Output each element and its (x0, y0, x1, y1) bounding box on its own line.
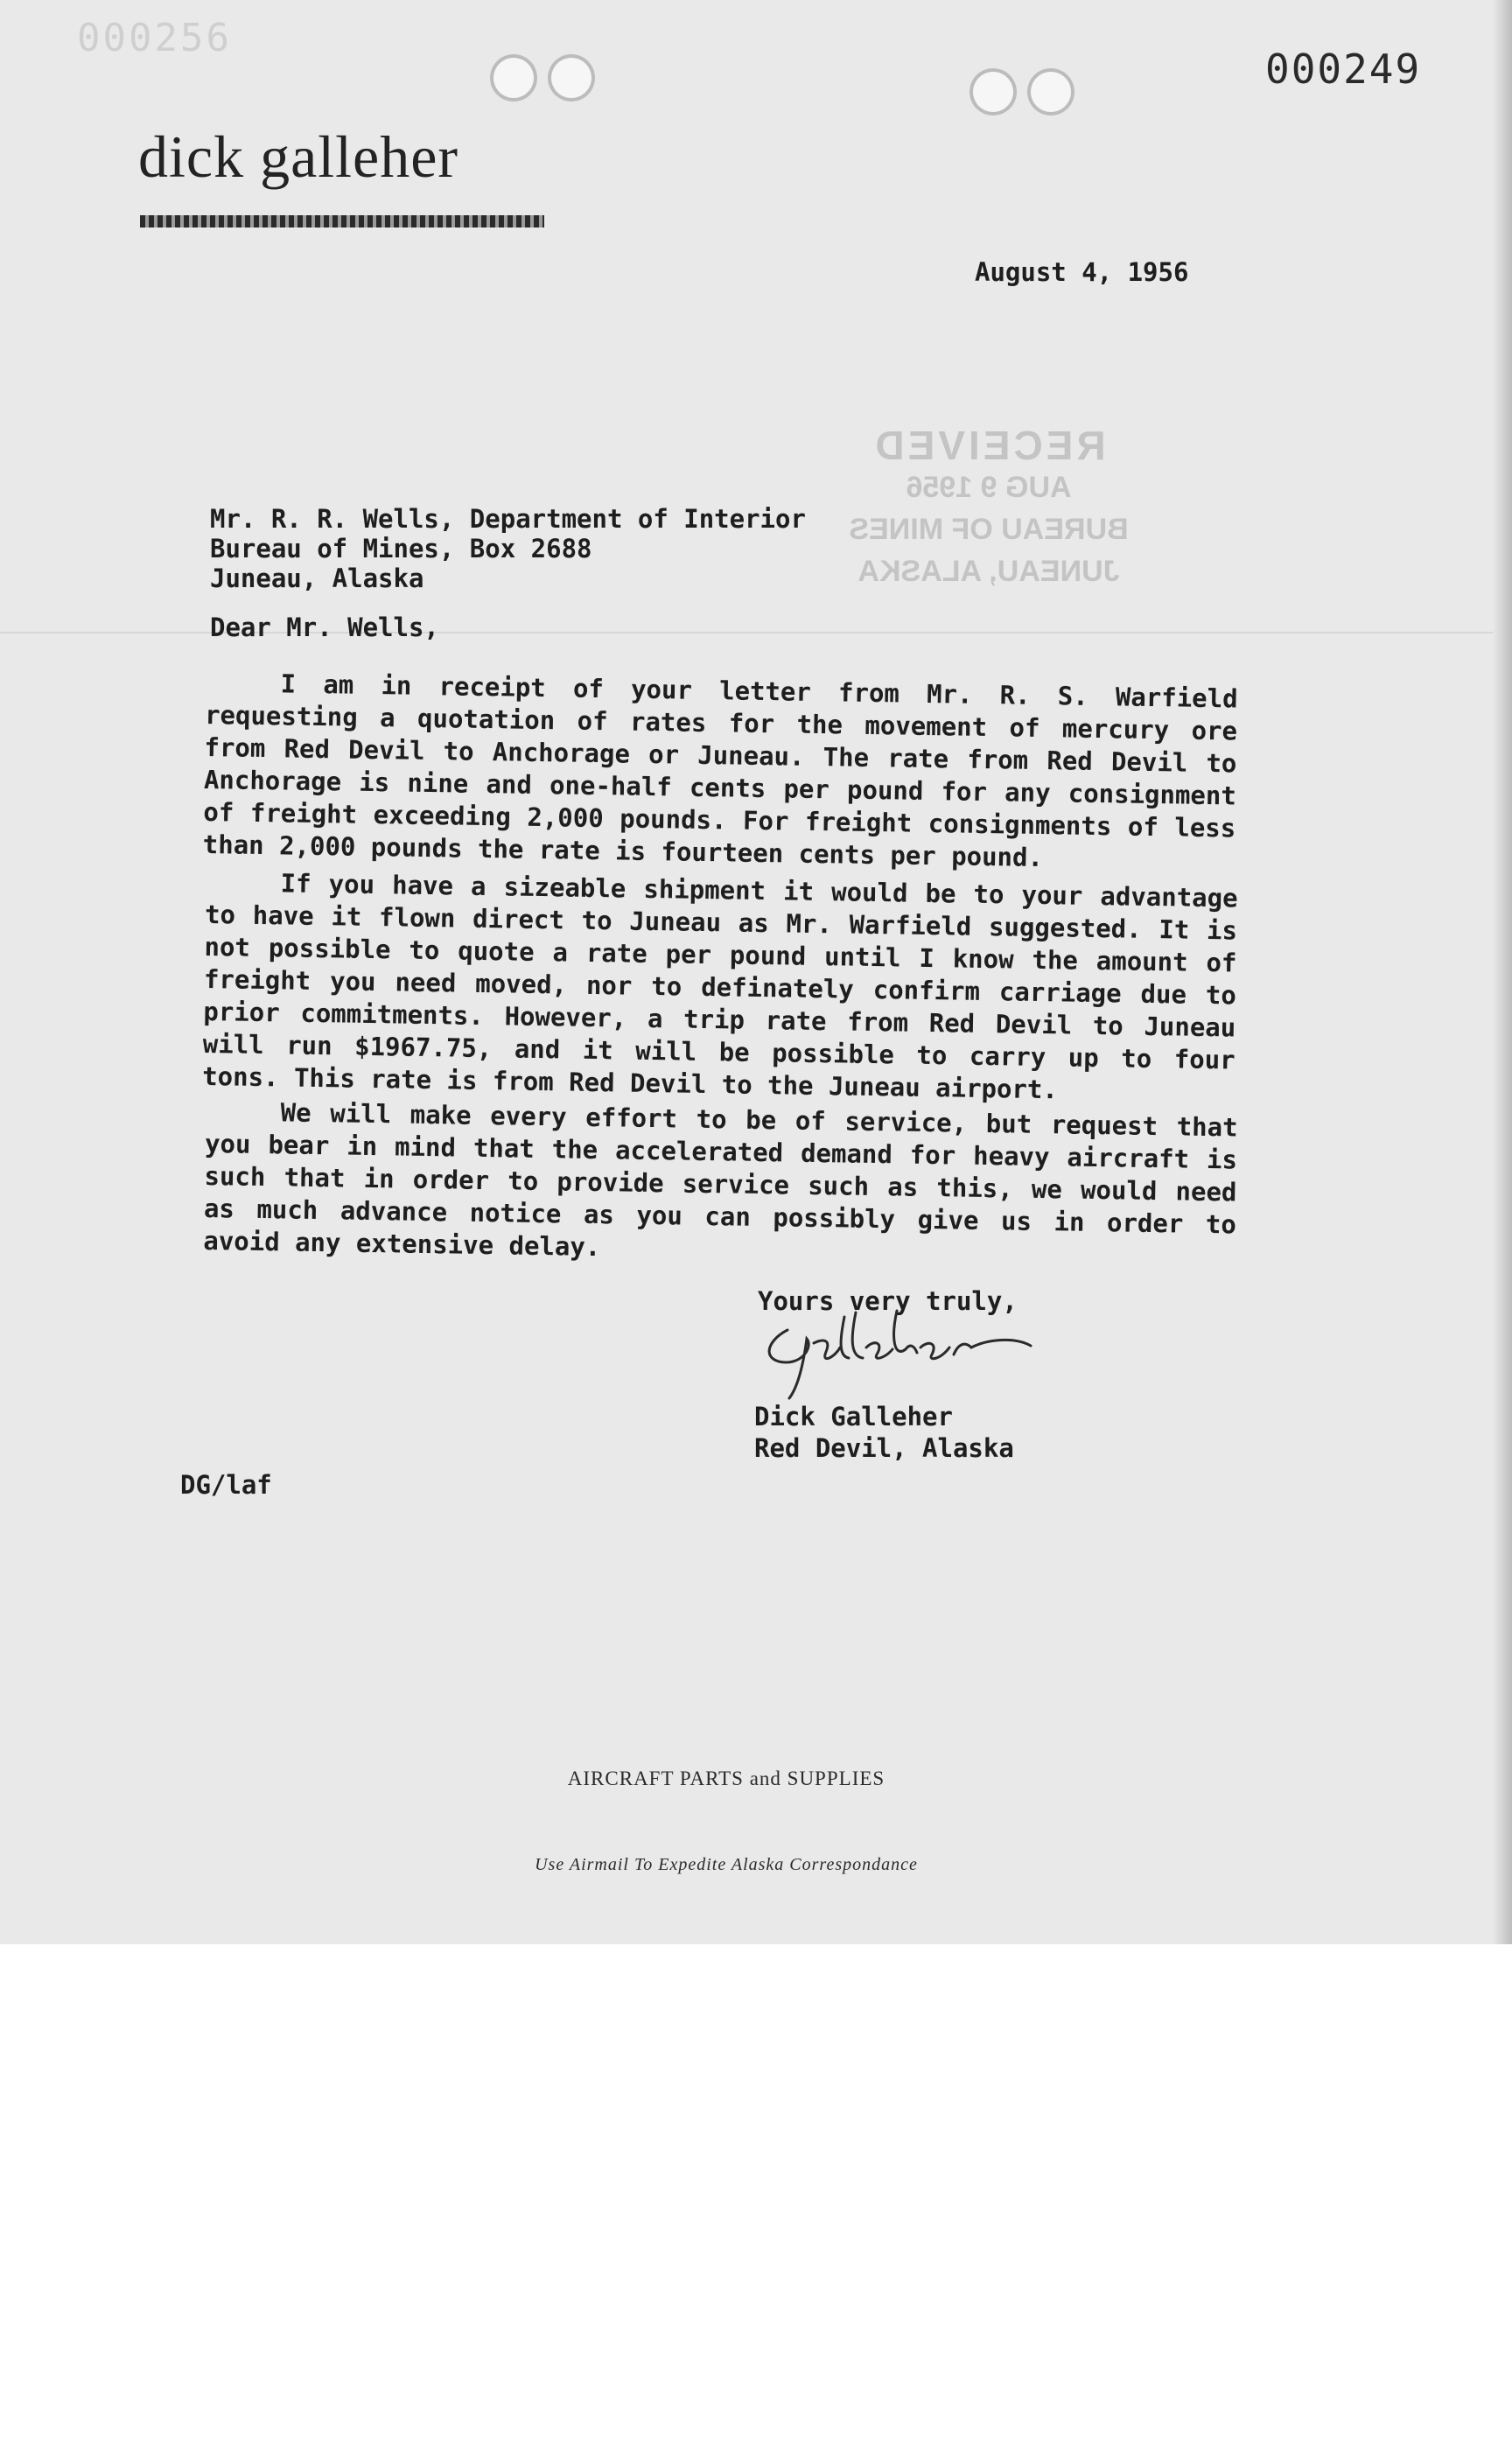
letterhead-name: dick galleher (138, 123, 459, 190)
letter-date: August 4, 1956 (975, 257, 1189, 287)
stamp-bureau: BUREAU OF MINES (849, 513, 1129, 546)
doc-number: 000249 (1265, 46, 1422, 93)
address-line-3: Juneau, Alaska (210, 564, 424, 593)
signature-image (752, 1304, 1041, 1400)
punch-hole (970, 68, 1017, 116)
ghost-doc-number: 000256 (77, 16, 232, 60)
punch-hole (548, 54, 595, 102)
signer-name: Dick Galleher (754, 1402, 953, 1432)
typist-initials: DG/laf (180, 1470, 272, 1500)
closing: Yours very truly, (758, 1286, 1018, 1316)
address-line-2: Bureau of Mines, Box 2688 (210, 534, 592, 564)
address-line-1: Mr. R. R. Wells, Department of Interior (210, 504, 806, 534)
page-edge-shadow (1493, 0, 1512, 1944)
salutation: Dear Mr. Wells, (210, 612, 439, 642)
punch-hole (490, 54, 537, 102)
stamp-city: JUNEAU, ALASKA (858, 555, 1120, 588)
stamp-date: AUG 9 1956 (906, 471, 1072, 504)
signer-location: Red Devil, Alaska (754, 1433, 1014, 1463)
punch-hole (1027, 68, 1074, 116)
body-paragraph-3: We will make every effort to be of service, but request that you bear in mind that the accelerated demand for heavy aircraft is such that in order to provide service such as this, we would need as much advance notice as you can possibly give us in order to avoid any extensive delay. (203, 1097, 1238, 1263)
letterhead-rule (140, 215, 544, 228)
body-paragraph-2: If you have a sizeable shipment it would be to your advantage to have it flown direct to Juneau as Mr. Warfield suggested. It is not possible to quote a rate per pound until I know the amount of freight you need moved, nor to definately confirm carriage due to prior commitments. However, a trip rate from Red Devil to Juneau will run $1967.75, and it will be possible to carry up to four tons. This rate is from Red Devil to the Juneau airport. (201, 868, 1238, 1105)
footer-airmail-note: Use Airmail To Expedite Alaska Correspondance (535, 1855, 918, 1874)
body-paragraph-1: I am in receipt of your letter from Mr. R. S. Warfield requesting a quotation of rates for the movement of mercury ore from Red Devil to Anchorage or Juneau. The rate from Red Devil to Anchorage is nine and one-half cents per pound for any consignment of freight exceeding 2,000 pounds. For freight consignments of less than 2,000 pounds the rate is fourteen cents per pound. (202, 668, 1238, 873)
received-stamp (840, 424, 1138, 592)
footer-business-line: AIRCRAFT PARTS and SUPPLIES (567, 1768, 886, 1789)
stamp-received: RECEIVED (872, 423, 1106, 468)
